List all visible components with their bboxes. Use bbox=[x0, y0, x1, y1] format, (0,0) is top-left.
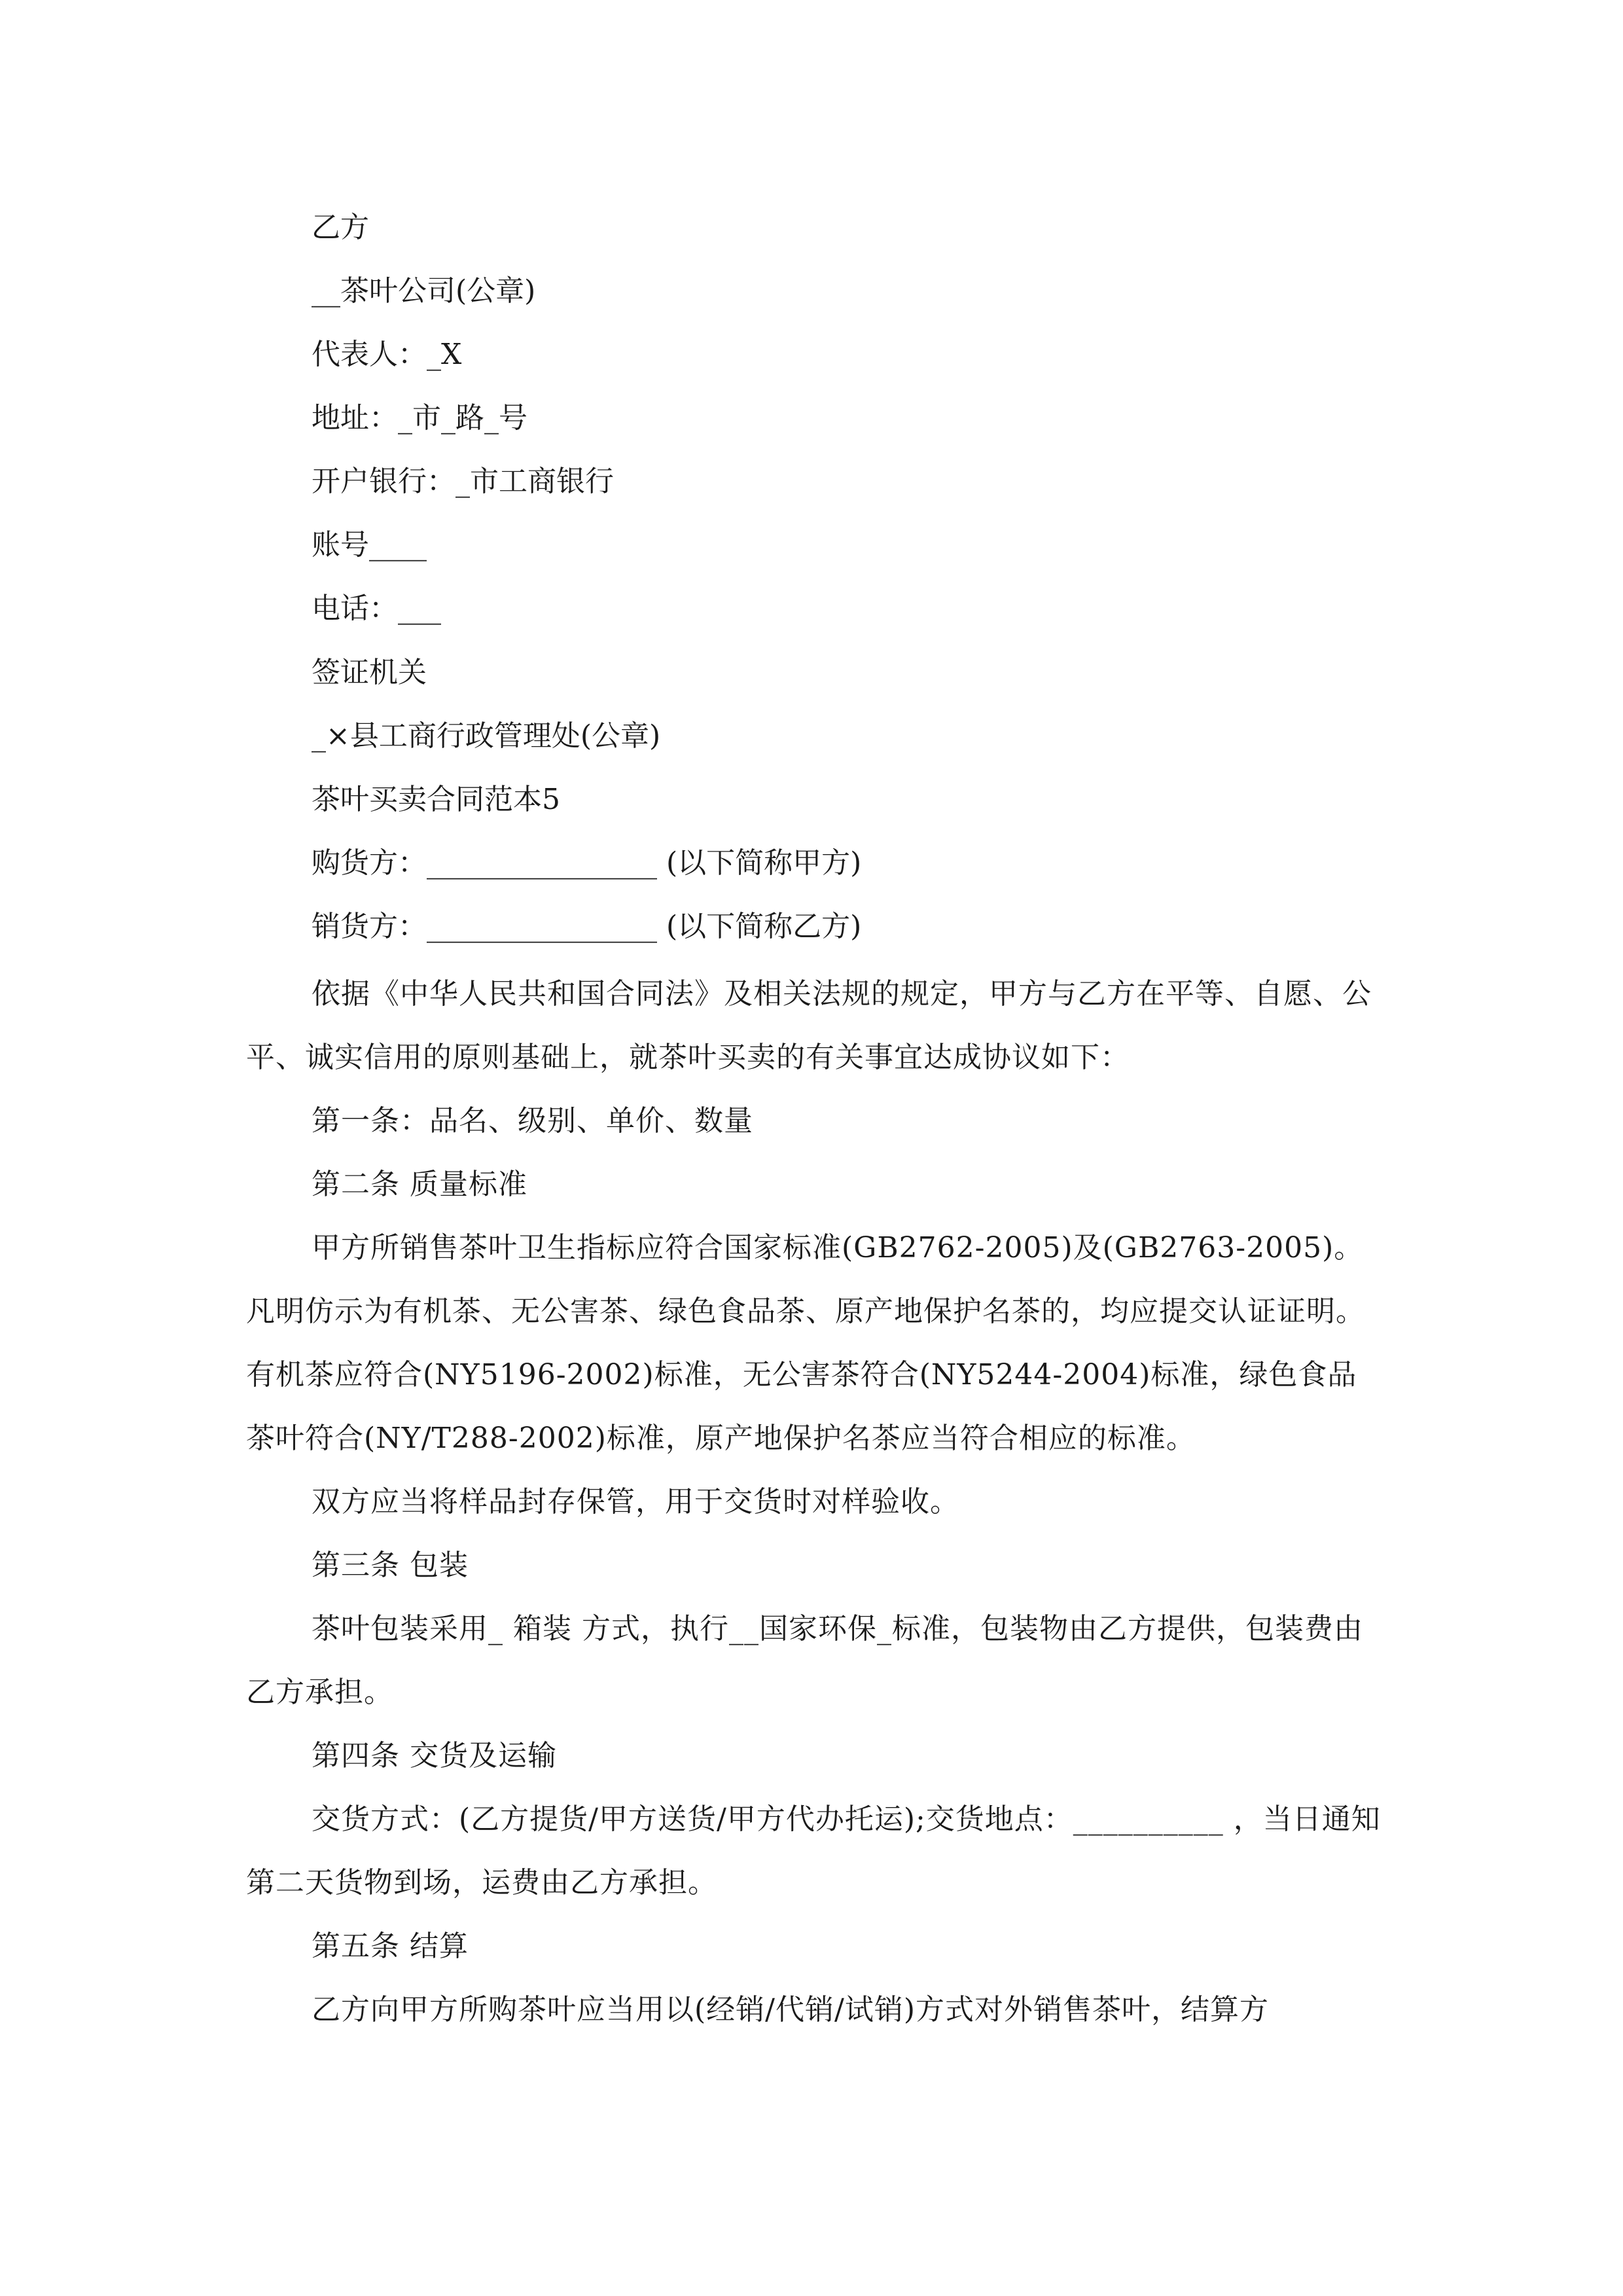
representative-line: 代表人：_X bbox=[312, 338, 462, 371]
party-b-heading: 乙方 bbox=[312, 211, 369, 244]
article-2-heading: 第二条 质量标准 bbox=[312, 1168, 527, 1201]
article-4-heading: 第四条 交货及运输 bbox=[312, 1739, 557, 1772]
contract-title: 茶叶买卖合同范本5 bbox=[312, 783, 560, 816]
authority-seal-line: _×县工商行政管理处(公章) bbox=[312, 719, 661, 753]
article-4-body: 交货方式：(乙方提货/甲方送货/甲方代办托运);交货地点：__________ ，当日通知第二天货物到场，运费由乙方承担。 bbox=[246, 1803, 1381, 1899]
address-line: 地址：_市_路_号 bbox=[312, 401, 527, 435]
basis-paragraph: 依据《中华人民共和国合同法》及相关法规的规定，甲方与乙方在平等、自愿、公平、诚实信用的原则基础上，就茶叶买卖的有关事宜达成协议如下： bbox=[246, 977, 1372, 1074]
article-1-heading: 第一条：品名、级别、单价、数量 bbox=[312, 1104, 753, 1138]
samples-paragraph: 双方应当将样品封存保管，用于交货时对样验收。 bbox=[312, 1485, 959, 1518]
phone-line: 电话：___ bbox=[312, 592, 441, 625]
buyer-line: 购货方：________________ (以下简称甲方) bbox=[312, 846, 862, 880]
article-5-heading: 第五条 结算 bbox=[312, 1929, 469, 1963]
article-3-body: 茶叶包装采用_ 箱装 方式，执行__国家环保_标准，包装物由乙方提供，包装费由乙方承担。 bbox=[246, 1612, 1363, 1709]
certifying-authority-line: 签证机关 bbox=[312, 656, 427, 689]
article-3-heading: 第三条 包装 bbox=[312, 1549, 469, 1582]
account-line: 账号____ bbox=[312, 528, 427, 562]
article-2-body: 甲方所销售茶叶卫生指标应符合国家标准(GB2762-2005)及(GB2763-2005)。凡明仿示为有机茶、无公害茶、绿色食品茶、原产地保护名茶的，均应提交认证证明。有机茶应符合(NY5196-2002)标准，无公害茶符合(NY5244-2004)标准，绿色食品茶叶符合(NY/T288-2002)标准，原产地保护名茶应当符合相应的标准。 bbox=[246, 1231, 1365, 1455]
seller-line: 销货方：________________ (以下简称乙方) bbox=[312, 910, 862, 943]
bank-line: 开户银行：_市工商银行 bbox=[312, 465, 614, 498]
company-seal-line: __茶叶公司(公章) bbox=[312, 274, 536, 308]
article-5-body: 乙方向甲方所购茶叶应当用以(经销/代销/试销)方式对外销售茶叶，结算方 bbox=[312, 1993, 1269, 2026]
